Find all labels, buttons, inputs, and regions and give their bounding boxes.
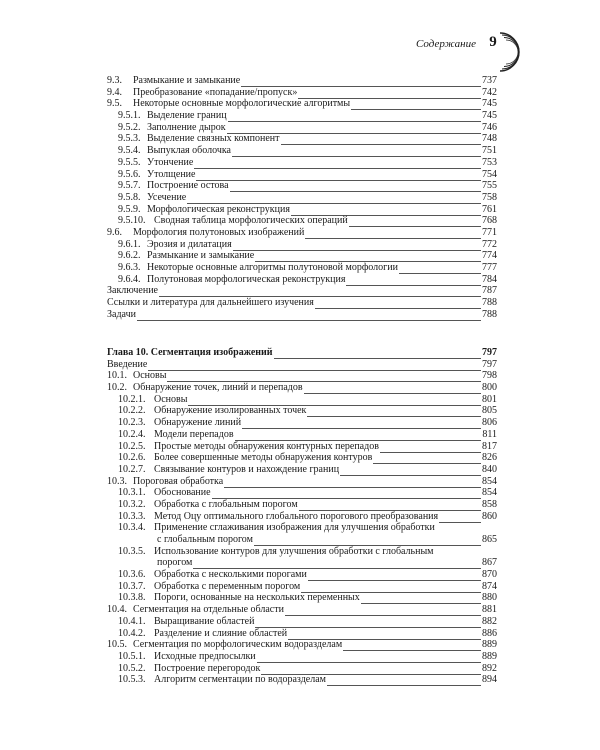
toc-section-chapter10 (107, 347, 497, 686)
toc-entry-number: 9.3. (107, 75, 122, 86)
toc-page-number: 801 (482, 393, 497, 405)
toc-page-number: 742 (482, 86, 497, 98)
toc-entry-title: Алгоритм сегментации по водоразделам (154, 674, 326, 686)
toc-entry-number: 9.5.2. (118, 121, 141, 133)
toc-leader-line (254, 534, 481, 546)
toc-entry-number: 10.2.2. (118, 405, 146, 417)
running-head-title: Содержание (415, 38, 476, 50)
toc-page-number: 768 (482, 215, 497, 227)
toc-entry-title: Морфология полутоновых изображений (133, 226, 305, 238)
toc-entry-title: Морфологическая реконструкция (147, 203, 290, 215)
toc-entry-number: 9.5. (107, 98, 122, 110)
toc-entry-number: 10.3.3. (118, 510, 146, 522)
toc-entry[interactable] (107, 522, 497, 534)
toc-entry[interactable] (107, 145, 497, 157)
toc-page-number: 737 (482, 75, 497, 86)
toc-leader-line (315, 297, 481, 309)
toc-entry-title: Преобразование «попадание/пропуск» (133, 86, 298, 98)
toc-leader-line (187, 192, 481, 204)
toc-entry-number: 9.5.6. (118, 168, 141, 180)
page-header (0, 30, 600, 64)
toc-leader-line (159, 285, 481, 297)
toc-entry[interactable] (107, 592, 497, 604)
toc-entry-title: Размыкание и замыкание (133, 75, 241, 86)
toc-entry-title: Пороговая обработка (133, 475, 224, 487)
toc-entry-number: 10.2.5. (118, 440, 146, 452)
toc-entry[interactable] (107, 285, 497, 297)
toc-page-number: 746 (482, 121, 497, 133)
toc-leader-line (242, 417, 481, 429)
toc-leader-line (274, 347, 481, 359)
toc-leader-line (327, 674, 481, 686)
toc-entry-number: 10.3.5. (118, 545, 146, 557)
toc-entry-title: Разделение и слияние областей (154, 627, 288, 639)
toc-leader-line (291, 204, 481, 216)
toc-entry-number: 10.2.4. (118, 428, 146, 440)
toc-entry-title: Усечение (147, 191, 187, 203)
chapter-heading[interactable] (107, 347, 497, 359)
toc-leader-line (241, 75, 481, 87)
toc-entry[interactable] (107, 157, 497, 169)
toc-leader-line (235, 429, 481, 441)
toc-entry[interactable] (107, 370, 497, 382)
toc-entry[interactable] (107, 557, 497, 569)
toc-page-number: 826 (482, 452, 497, 464)
toc-entry[interactable] (107, 204, 497, 216)
toc-leader-line (212, 487, 481, 499)
toc-entry[interactable] (107, 133, 497, 145)
toc-page-number: 806 (482, 417, 497, 429)
toc-leader-line (380, 441, 481, 453)
toc-entry-title: Выпуклая оболочка (147, 145, 231, 157)
toc-page-number: 772 (482, 238, 497, 250)
toc-page-number: 894 (482, 674, 497, 686)
toc-leader-line (307, 405, 481, 417)
toc-page-number: 753 (482, 156, 497, 168)
toc-entry-title: с глобальным порогом (157, 534, 253, 545)
toc-entry-number: 9.4. (107, 86, 122, 98)
toc-entry-title: Обработка с переменным порогом (154, 580, 301, 592)
toc-entry-title: Сегментация на отдельные области (133, 604, 284, 616)
toc-entry[interactable] (107, 405, 497, 417)
toc-page-number: 788 (482, 308, 497, 320)
toc-page-number: 797 (482, 358, 497, 370)
toc-page-number: 787 (482, 285, 497, 297)
toc-entry[interactable] (107, 674, 497, 686)
toc-entry[interactable] (107, 87, 497, 99)
toc-leader-line (299, 499, 481, 511)
toc-leader-line (193, 557, 481, 569)
toc-entry-title: Утолщение (147, 168, 196, 180)
toc-entry-number: 9.5.9. (118, 203, 141, 215)
toc-entry-title: Обоснование (154, 487, 211, 499)
toc-page-number: 755 (482, 180, 497, 192)
toc-page-number: 860 (482, 510, 497, 522)
toc-leader-line (399, 262, 481, 274)
toc-entry-title: Некоторые основные алгоритмы полутоновой морфологии (147, 262, 398, 273)
toc-entry-title: Обнаружение линий (154, 417, 242, 429)
toc-entry-number: 10.2.3. (118, 417, 146, 429)
toc-entry[interactable] (107, 227, 497, 239)
toc-entry-number: 9.6.2. (118, 250, 141, 262)
toc-entry-title: Модели перепадов (154, 428, 234, 440)
toc-page-number: 854 (482, 487, 497, 499)
toc-entry-title: Метод Оцу оптимального глобального порогового преобразования (154, 510, 439, 522)
toc-entry-number: 10.3.2. (118, 498, 146, 510)
toc-entry-number: 10.2.7. (118, 463, 146, 475)
toc-page-number: 771 (482, 226, 497, 238)
toc-page-number: 817 (482, 440, 497, 452)
toc-entry[interactable] (107, 215, 497, 227)
toc-page-number: 882 (482, 615, 497, 627)
toc-entry[interactable] (107, 616, 497, 628)
toc-leader-line (255, 250, 481, 262)
toc-entry-number: 9.5.3. (118, 133, 141, 145)
toc-leader-line (288, 628, 481, 640)
toc-page-number: 761 (482, 203, 497, 215)
toc-page-number: 892 (482, 662, 497, 674)
toc-entry-number: 10.5.2. (118, 662, 146, 674)
toc-page-number: 788 (482, 297, 497, 309)
toc-page-number: 745 (482, 98, 497, 110)
toc-page-number: 758 (482, 191, 497, 203)
toc-entry-title: Некоторые основные морфологические алгоритмы (133, 98, 351, 110)
toc-entry-number: 10.4.2. (118, 627, 146, 639)
toc-entry-title: Построение остова (147, 180, 229, 192)
toc-entry[interactable] (107, 581, 497, 593)
toc-page-number: 889 (482, 639, 497, 651)
toc-leader-line (304, 382, 481, 394)
toc-leader-line (233, 239, 481, 251)
toc-leader-line (351, 98, 481, 110)
toc-entry-title: Сегментация по морфологическим водоразделам (133, 639, 343, 651)
toc-entry-number: 9.5.5. (118, 156, 141, 168)
toc-entry-title: Обнаружение точек, линий и перепадов (133, 382, 303, 394)
toc-leader-line (281, 133, 481, 145)
toc-entry[interactable] (107, 441, 497, 453)
toc-entry[interactable] (107, 452, 497, 464)
toc-entry[interactable] (107, 511, 497, 523)
toc-leader-line (361, 592, 481, 604)
toc-entry[interactable] (107, 429, 497, 441)
toc-page-number: 798 (482, 370, 497, 382)
toc-leader-line (227, 122, 481, 134)
toc-entry[interactable] (107, 663, 497, 675)
toc-entry-title: Простые методы обнаружения контурных перепадов (154, 440, 379, 452)
toc-leader-line (261, 663, 481, 675)
toc-entry-title: Выделение связных компонент (147, 133, 280, 145)
toc-leader-line (343, 639, 481, 651)
toc-entry[interactable] (107, 250, 497, 262)
toc-leader-line (439, 511, 481, 523)
toc-entry[interactable] (107, 476, 497, 488)
toc-entry[interactable] (107, 499, 497, 511)
toc-entry-number: 9.6. (107, 226, 122, 238)
toc-leader-line (346, 274, 481, 286)
toc-entry[interactable] (107, 309, 497, 321)
toc-page-number: 889 (482, 650, 497, 662)
toc-entry-title: Полутоновая морфологическая реконструкция (147, 273, 346, 285)
toc-entry-number: 10.3.4. (118, 522, 146, 534)
toc-leader-line (228, 110, 481, 122)
toc-leader-line (340, 464, 481, 476)
toc-entry[interactable] (107, 75, 497, 87)
toc-page-number: 800 (482, 382, 497, 394)
toc-entry[interactable] (107, 394, 497, 406)
toc-section-chapter9 (107, 75, 497, 320)
toc-page-number: 745 (482, 110, 497, 122)
toc-entry[interactable] (107, 297, 497, 309)
toc-entry-number: 10.4. (107, 604, 127, 616)
toc-entry[interactable] (107, 628, 497, 640)
toc-entry-title: Построение перегородок (154, 662, 261, 674)
toc-entry-number: 10.2.6. (118, 452, 146, 464)
toc-leader-line (167, 370, 481, 382)
toc-entry[interactable] (107, 180, 497, 192)
toc-entry[interactable] (107, 98, 497, 110)
toc-entry-number: 10.3.8. (118, 592, 146, 604)
toc-entry[interactable] (107, 487, 497, 499)
toc-page-number: 774 (482, 250, 497, 262)
toc-entry-number: 10.3.7. (118, 580, 146, 592)
toc-page-number: 854 (482, 475, 497, 487)
toc-page-number: 754 (482, 168, 497, 180)
toc-leader-line (373, 452, 481, 464)
toc-entry-title: Обнаружение изолированных точек (154, 405, 307, 417)
toc-entry-title: порогом (157, 557, 193, 569)
toc-entry[interactable] (107, 169, 497, 181)
toc-entry-number: 10.3.1. (118, 487, 146, 499)
toc-entry-number: 9.6.4. (118, 273, 141, 285)
toc-leader-line (285, 604, 481, 616)
toc-entry-title: Пороги, основанные на нескольких переменных (154, 592, 360, 604)
toc-page-number: 858 (482, 498, 497, 510)
toc-entry[interactable] (107, 239, 497, 251)
toc-entry-title: Утончение (147, 156, 194, 168)
toc-entry-title: Эрозия и дилатация (147, 238, 232, 250)
toc-page-number: 784 (482, 273, 497, 285)
toc-entry-title: Ссылки и литература для дальнейшего изучения (107, 297, 314, 309)
toc-entry-number: 9.5.8. (118, 191, 141, 203)
toc-page-number: 886 (482, 627, 497, 639)
toc-entry-title: Заключение (107, 285, 158, 297)
toc-leader-line (224, 476, 481, 488)
toc-entry-title: Выделение границ (147, 110, 227, 122)
toc-entry-title: Более совершенные методы обнаружения контуров (154, 452, 373, 464)
toc-entry-title: Использование контуров для улучшения обработки с глобальным (154, 545, 434, 557)
toc-entry[interactable] (107, 569, 497, 581)
toc-entry-title: Основы (133, 370, 167, 382)
toc-entry-title: Связывание контуров и нахождение границ (154, 463, 340, 475)
toc-entry[interactable] (107, 262, 497, 274)
toc-entry[interactable] (107, 417, 497, 429)
toc-leader-line (194, 157, 481, 169)
toc-entry-number: 10.2. (107, 382, 127, 394)
toc-page-number: 805 (482, 405, 497, 417)
toc-entry[interactable] (107, 639, 497, 651)
toc-entry-title: Размыкание и замыкание (147, 250, 255, 262)
toc-entry-title: Выращивание областей (154, 615, 255, 627)
toc-entry[interactable] (107, 274, 497, 286)
toc-entry-title: Обработка с несколькими порогами (154, 569, 307, 581)
toc-entry-title: Исходные предпосылки (154, 650, 256, 662)
toc-leader-line (137, 309, 481, 321)
toc-entry-number: 10.5. (107, 639, 127, 651)
toc-entry-number: 10.5.3. (118, 674, 146, 686)
toc-leader-line (148, 359, 481, 371)
toc-leader-line (301, 581, 481, 593)
toc-entry[interactable] (107, 192, 497, 204)
toc-entry-number: 9.6.3. (118, 262, 141, 273)
toc-entry[interactable] (107, 122, 497, 134)
toc-page-number: 811 (482, 428, 497, 440)
toc-page-number: 881 (482, 604, 497, 616)
toc-entry-number: 9.6.1. (118, 238, 141, 250)
toc-entry-title: Задачи (107, 308, 136, 320)
toc-leader-line (255, 616, 481, 628)
toc-leader-line (349, 215, 481, 227)
decorative-arcs-icon (476, 30, 526, 74)
page-number: 9 (489, 34, 497, 50)
toc-entry[interactable] (107, 382, 497, 394)
toc-entry-title: Основы (154, 393, 188, 405)
toc-entry-title: Применение сглаживания изображения для улучшения обработки (154, 522, 435, 534)
toc-page-number: 797 (482, 347, 497, 358)
toc-leader-line (298, 87, 481, 99)
toc-entry-number: 9.5.10. (118, 215, 146, 227)
toc-entry-title: Сводная таблица морфологических операций (154, 215, 348, 227)
toc-entry-number: 10.2.1. (118, 393, 146, 405)
toc-entry-title: Глава 10. Сегментация изображений (107, 347, 273, 358)
toc-entry[interactable] (107, 534, 497, 546)
toc-page-number: 874 (482, 580, 497, 592)
toc-entry-number: 10.3.6. (118, 569, 146, 581)
toc-entry-number: 9.5.1. (118, 110, 141, 122)
toc-entry-number: 10.3. (107, 475, 127, 487)
toc-page-number: 867 (482, 557, 497, 569)
toc-entry[interactable] (107, 651, 497, 663)
toc-leader-line (188, 394, 481, 406)
toc-entry[interactable] (107, 359, 497, 371)
toc-page-number: 880 (482, 592, 497, 604)
toc-page-number: 840 (482, 463, 497, 475)
toc-leader-line (257, 651, 481, 663)
toc-page-number: 865 (482, 534, 497, 545)
toc-entry-title: Введение (107, 358, 148, 370)
toc-leader-line (308, 569, 481, 581)
toc-entry-number: 9.5.4. (118, 145, 141, 157)
toc-leader-line (305, 227, 481, 239)
toc-entry-number: 10.5.1. (118, 650, 146, 662)
toc-leader-line (232, 145, 481, 157)
toc-entry-title: Заполнение дырок (147, 121, 226, 133)
toc-page-number: 748 (482, 133, 497, 145)
toc-entry-number: 10.4.1. (118, 615, 146, 627)
toc-leader-line (230, 180, 481, 192)
toc-entry[interactable] (107, 604, 497, 616)
toc-entry-number: 10.1. (107, 370, 127, 382)
toc-page-number: 751 (482, 145, 497, 157)
toc-entry[interactable] (107, 546, 497, 558)
toc-entry[interactable] (107, 110, 497, 122)
toc-page-number: 870 (482, 569, 497, 581)
toc-entry-title: Обработка с глобальным порогом (154, 498, 298, 510)
toc-entry-number: 9.5.7. (118, 180, 141, 192)
toc-page-number: 777 (482, 262, 497, 273)
toc-entry[interactable] (107, 464, 497, 476)
toc-leader-line (196, 169, 481, 181)
